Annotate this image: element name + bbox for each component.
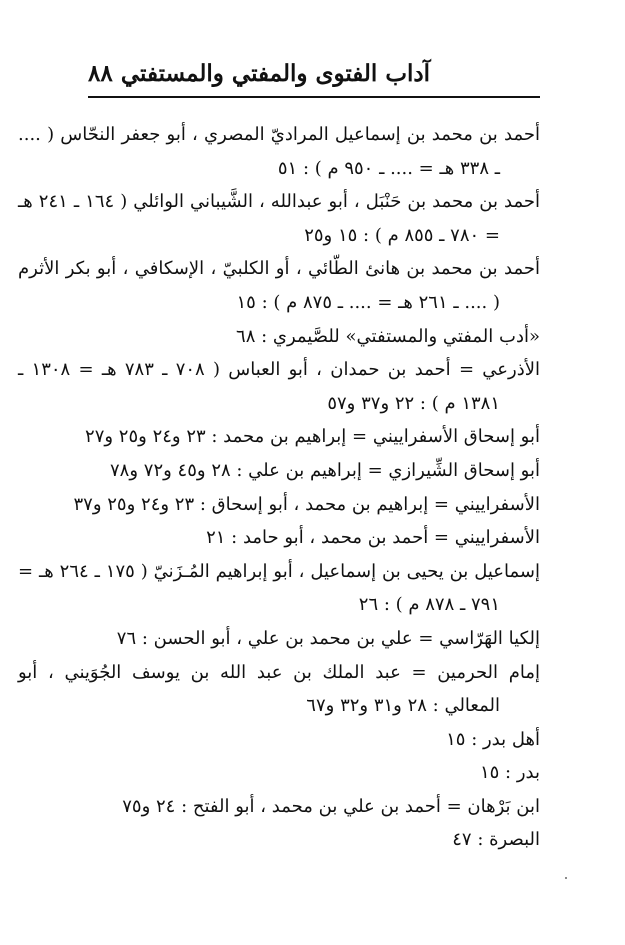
index-entry: أبو إسحاق الشِّيرازي = إبراهيم بن علي : ٢٨ و٤٥ و٧٢ و٧٨ [110,459,540,481]
index-entry: أحمد بن محمد بن حَنْبَل ، أبو عبدالله ، الشَّيباني الوائلي ( ١٦٤ ـ ٢٤١ هـ = ٧٨٠ ـ ٨٥٥ م ) : ١٥ و٢٥ [18,191,540,246]
index-entries [18,118,540,857]
index-entry: أهل بدر : ١٥ [446,728,540,750]
index-entry: الأذرعي = أحمد بن حمدان ، أبو العباس ( ٧٠٨ ـ ٧٨٣ هـ = ١٣٠٨ ـ ١٣٨١ م ) : ٢٢ و٣٧ و٥٧ [18,359,541,414]
header-rule [88,96,540,98]
index-entry: إلكيا الهَرّاسي = علي بن محمد بن علي ، أبو الحسن : ٧٦ [116,627,540,649]
index-entry: إسماعيل بن يحيى بن إسماعيل ، أبو إبراهيم المُـزَنيّ ( ١٧٥ ـ ٢٦٤ هـ = ٧٩١ ـ ٨٧٨ م ) : ٢٦ [18,560,541,616]
index-entry: «أدب المفتي والمستفتي» للصَّيمري : ٦٨ [236,325,540,347]
scan-speck [565,877,567,879]
running-title: آداب الفتوى والمفتي والمستفتي [120,60,430,87]
index-entry: البصرة : ٤٧ [452,829,540,851]
index-entry: أحمد بن محمد بن هانئ الطّائي ، أو الكلبيّ ، الإسكافي ، أبو بكر الأثرم ( .... ـ ٢٦١ هـ = .... ـ ٨٧٥ م ) : ١٥ [18,258,540,313]
index-entry: ابن بَرْهان = أحمد بن علي بن محمد ، أبو الفتح : ٢٤ و٧٥ [122,795,540,817]
index-entry: بدر : ١٥ [479,762,540,784]
index-entry: أحمد بن محمد بن إسماعيل المراديّ المصري ، أبو جعفر النحّاس ( .... ـ ٣٣٨ هـ = .... ـ ٩٥٠ م ) : ٥١ [18,124,540,179]
running-header [88,58,540,98]
page-number: ٨٨ [88,60,113,87]
index-entry: إمام الحرمين = عبد الملك بن عبد الله بن يوسف الجُوَيني ، أبو المعالي : ٢٨ و٣١ و٣٢ و٦٧ [18,661,540,717]
index-entry: الأسفراييني = إبراهيم بن محمد ، أبو إسحاق : ٢٣ و٢٤ و٢٥ و٣٧ [73,493,540,515]
index-entry: الأسفراييني = أحمد بن محمد ، أبو حامد : ٢١ [206,527,540,549]
index-entry: أبو إسحاق الأسفراييني = إبراهيم بن محمد : ٢٣ و٢٤ و٢٥ و٢٧ [85,426,540,448]
